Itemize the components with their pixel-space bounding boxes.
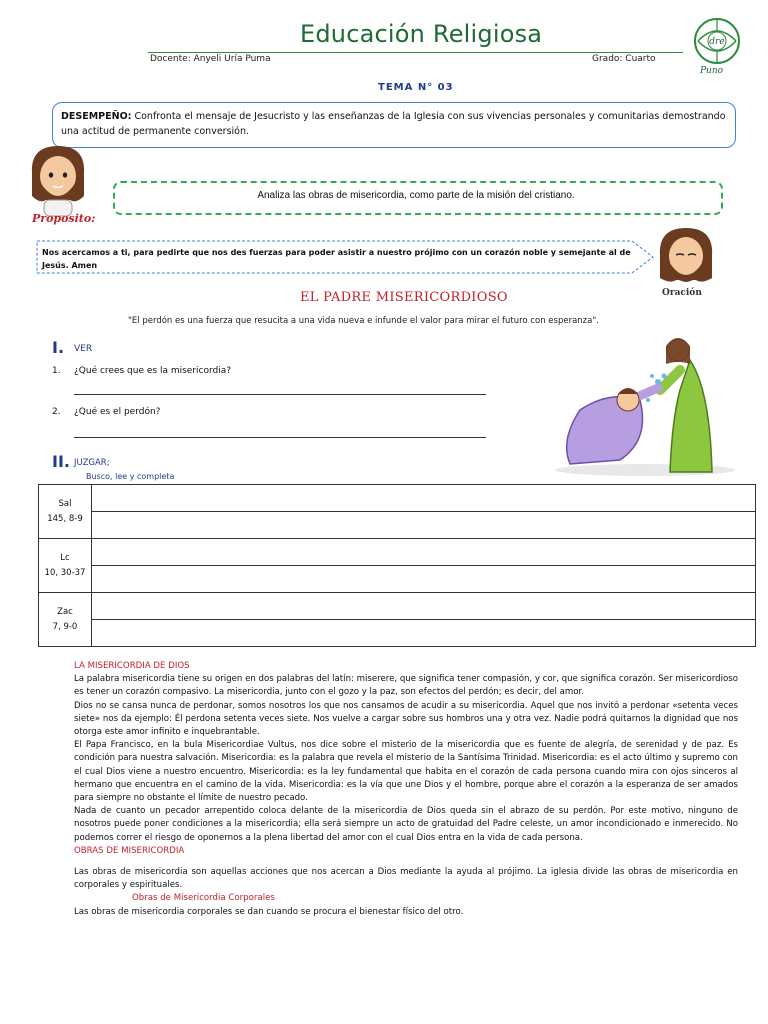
dre-puno-logo bbox=[690, 16, 744, 70]
reference-cell bbox=[39, 539, 92, 593]
question-text: ¿Qué crees que es la misericordia? bbox=[74, 366, 232, 376]
purpose-text: Analiza las obras de misericordia, como parte de la misión del cristiano. bbox=[257, 190, 575, 201]
answer-cell[interactable] bbox=[92, 566, 756, 593]
paragraph: El Papa Francisco, en la bula Misericordiae Vultus, nos dice sobre el misterio de la misericordia que es fuente de alegría, de serenidad y de paz. Es condición para nuestra salvación. Misericordia: es la palabra que revela el misterio de la Santísima Trinidad. Misericordia: es el acto último y supremo con el cual Dios viene a nuestro encuentro. Misericordia: es la ley fundamental que habita en el corazón de cada persona cuando mira con ojos sinceros al hermano que encuentra en el camino de la vida. Misericordia: es la vía que une Dios y el hombre, porque abre el corazón a la esperanza de ser amados para siempre no obstante el límite de nuestro pecado. bbox=[74, 740, 738, 804]
logo-mark: dre bbox=[709, 37, 725, 47]
reference-cell bbox=[39, 485, 92, 539]
section-juzgar-number: II. bbox=[52, 452, 70, 471]
performance-box bbox=[52, 102, 736, 148]
question-text: ¿Qué es el perdón? bbox=[74, 407, 161, 417]
bible-reference-table bbox=[38, 484, 756, 647]
section-ver-label: VER bbox=[74, 344, 93, 354]
grade-label: Grado: Cuarto bbox=[592, 54, 656, 64]
jesus-avatar-icon bbox=[18, 138, 98, 218]
juzgar-instruction: Busco, lee y completa bbox=[86, 472, 175, 481]
teacher-name: Docente: Anyeli Uría Puma bbox=[150, 54, 271, 64]
praying-jesus-icon bbox=[650, 222, 722, 290]
prodigal-son-illustration bbox=[540, 330, 750, 478]
section-juzgar-label: JUZGAR; bbox=[74, 458, 110, 468]
paragraph: Las obras de misericordia son aquellas acciones que nos acercan a Dios mediante la ayuda al prójimo. La iglesia divide las obras de misericordia en corporales y espirituales. bbox=[74, 867, 738, 891]
misericordia-heading: LA MISERICORDIA DE DIOS bbox=[74, 661, 190, 671]
question-number: 1. bbox=[52, 366, 61, 376]
answer-cell[interactable] bbox=[92, 593, 756, 620]
section-ver-number: I. bbox=[52, 338, 65, 357]
reference-verse: 145, 8-9 bbox=[47, 513, 83, 524]
reference-verse: 10, 30-37 bbox=[44, 567, 86, 578]
answer-cell[interactable] bbox=[92, 620, 756, 647]
header-divider bbox=[148, 52, 683, 53]
performance-text: Confronta el mensaje de Jesucristo y las enseñanzas de la Iglesia con sus vivencias personales y comunitarias demostrando una actitud de permanente conversión. bbox=[61, 111, 726, 137]
paragraph: Las obras de misericordia corporales se dan cuando se procura el bienestar físico del otro. bbox=[74, 906, 464, 917]
prayer-text: Nos acercamos a ti, para pedirte que nos des fuerzas para poder asistir a nuestro prójimo con un corazón noble y semejante al de Jesús. Amen bbox=[42, 248, 631, 270]
answer-line[interactable] bbox=[74, 394, 486, 395]
reference-cell bbox=[39, 593, 92, 647]
reference-book: Sal bbox=[58, 498, 72, 509]
answer-cell[interactable] bbox=[92, 539, 756, 566]
lesson-number: TEMA N° 03 bbox=[378, 82, 454, 93]
logo-text: Puno bbox=[700, 66, 724, 76]
corporales-heading: Obras de Misericordia Corporales bbox=[132, 893, 275, 904]
reading-text bbox=[74, 660, 738, 919]
prayer-label: Oración bbox=[662, 288, 702, 298]
paragraph: Nada de cuanto un pecador arrepentido coloca delante de la misericordia de Dios queda sin el abrazo de su perdón. Por este motivo, ninguno de nosotros puede poner condiciones a la misericordia; ella será siempre un acto de gratuidad del Padre celeste, un amor incondicionado e inmerecido. No podemos correr el riesgo de oponernos a la plena libertad del amor con el cual Dios entra en la vida de cada persona. bbox=[74, 806, 738, 843]
obras-heading: OBRAS DE MISERICORDIA bbox=[74, 845, 185, 856]
quote: "El perdón es una fuerza que resucita a una vida nueva e infunde el valor para mirar el futuro con esperanza". bbox=[128, 316, 599, 326]
answer-cell[interactable] bbox=[92, 512, 756, 539]
answer-line[interactable] bbox=[74, 437, 486, 438]
reference-book: Lc bbox=[60, 552, 70, 563]
answer-cell[interactable] bbox=[92, 485, 756, 512]
performance-label: DESEMPEÑO: bbox=[61, 111, 132, 122]
page-title: Educación Religiosa bbox=[300, 20, 543, 48]
paragraph: Dios no se cansa nunca de perdonar, somos nosotros los que nos cansamos de acudir a su misericordia. Aquel que nos invitó a perdonar «setenta veces siete» nos da ejemplo: Él perdona setenta veces siete. Nos vuelve a cargar sobre sus hombros una y otra vez. Nadie podrá quitarnos la dignidad que nos otorga este amor infinito e inquebrantable. bbox=[74, 700, 738, 738]
paragraph: La palabra misericordia tiene su origen en dos palabras del latín: miserere, que significa tener compasión, y cor, que significa corazón. Ser misericordioso es tener un corazón compasivo. La misericordia, junto con el gozo y la paz, son efectos del perdón; es decir, del amor. bbox=[74, 674, 738, 698]
section-title: EL PADRE MISERICORDIOSO bbox=[300, 290, 508, 305]
reference-book: Zac bbox=[57, 606, 73, 617]
reference-verse: 7, 9-0 bbox=[52, 621, 78, 632]
purpose-label: Proposito: bbox=[32, 212, 96, 225]
question-number: 2. bbox=[52, 407, 61, 417]
